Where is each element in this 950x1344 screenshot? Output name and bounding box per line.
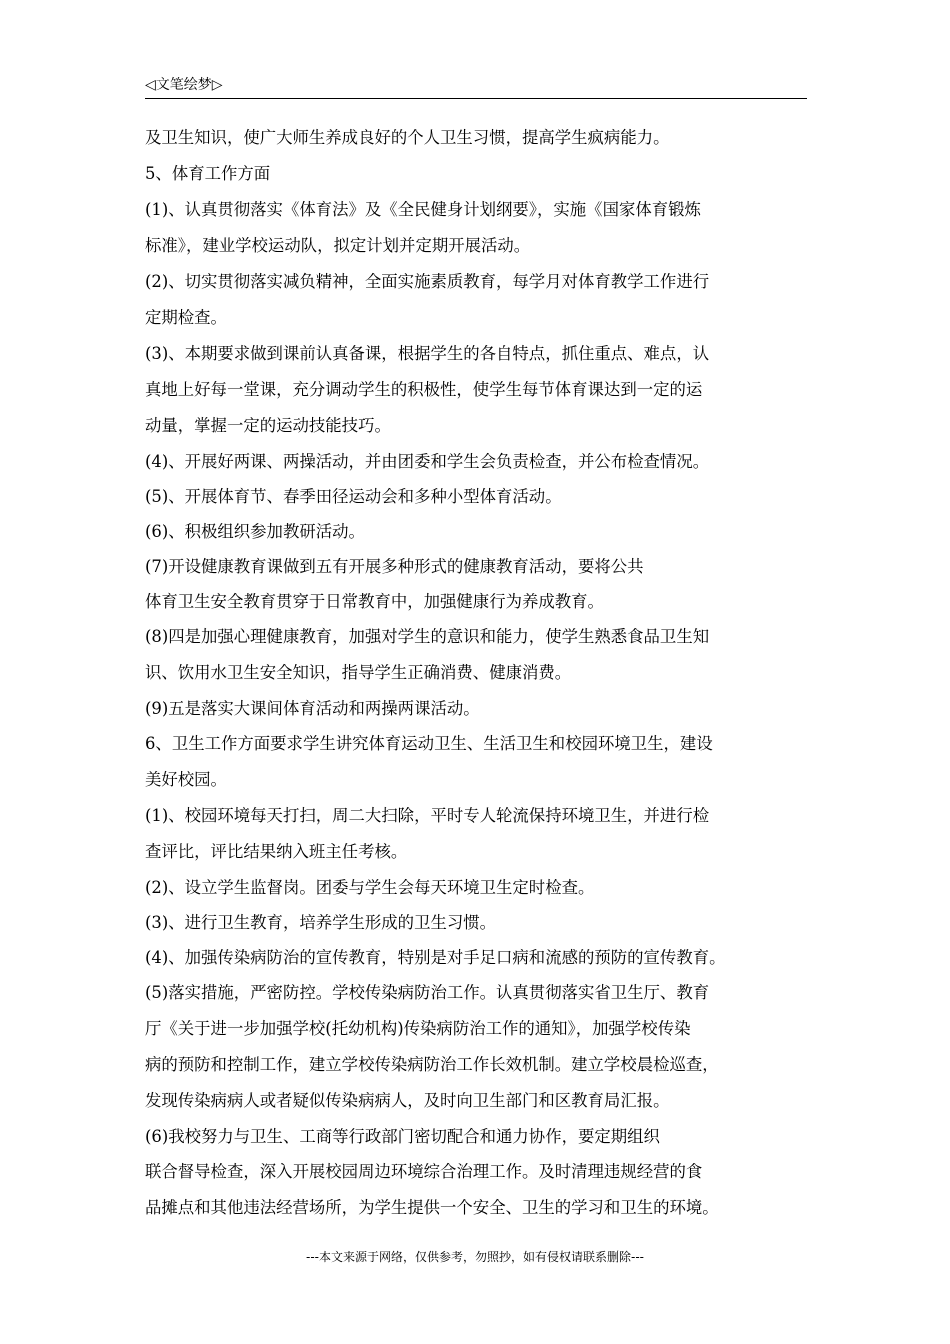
text-line: (4)、开展好两课、两操活动，并由团委和学生会负责检查，并公布检查情况。 — [145, 452, 710, 471]
text-line: (2)、切实贯彻落实减负精神，全面实施素质教育，每学月对体育教学工作进行 — [145, 272, 710, 291]
text-line: 品摊点和其他违法经营场所，为学生提供一个安全、卫生的学习和卫生的环境。 — [145, 1198, 719, 1217]
section-heading: 5、体育工作方面 — [145, 164, 271, 183]
text-line: 识、饮用水卫生安全知识，指导学生正确消费、健康消费。 — [145, 663, 572, 682]
page-footer-disclaimer: ---本文来源于网络，仅供参考，勿照抄，如有侵权请联系删除--- — [306, 1250, 644, 1264]
text-line: (8)四是加强心理健康教育，加强对学生的意识和能力，使学生熟悉食品卫生知 — [145, 627, 710, 646]
text-line: (1)、校园环境每天打扫，周二大扫除，平时专人轮流保持环境卫生，并进行检 — [145, 806, 710, 825]
text-line: 联合督导检查，深入开展校园周边环境综合治理工作。及时清理违规经营的食 — [145, 1162, 703, 1181]
text-line: 定期检查。 — [145, 308, 227, 327]
body-text — [145, 120, 825, 1226]
text-line: 标准》，建业学校运动队，拟定计划并定期开展活动。 — [145, 236, 531, 255]
text-line: (6)我校努力与卫生、工商等行政部门密切配合和通力协作，要定期组织 — [145, 1127, 660, 1146]
text-line: (3)、本期要求做到课前认真备课，根据学生的各自特点，抓住重点、难点，认 — [145, 344, 710, 363]
page-header — [145, 72, 807, 99]
text-line: 美好校园。 — [145, 770, 227, 789]
text-line: 发现传染病病人或者疑似传染病病人，及时向卫生部门和区教育局汇报。 — [145, 1091, 670, 1110]
text-line: 厅《关于进一步加强学校(托幼机构)传染病防治工作的通知》，加强学校传染 — [145, 1019, 691, 1038]
text-line: (6)、积极组织参加教研活动。 — [145, 522, 365, 541]
text-line: 体育卫生安全教育贯穿于日常教育中，加强健康行为养成教育。 — [145, 592, 604, 611]
text-line: 真地上好每一堂课，充分调动学生的积极性，使学生每节体育课达到一定的运 — [145, 380, 703, 399]
text-line: 病的预防和控制工作，建立学校传染病防治工作长效机制。建立学校晨检巡查， — [145, 1055, 719, 1074]
text-line: 及卫生知识，使广大师生养成良好的个人卫生习惯，提高学生疯病能力。 — [145, 128, 670, 147]
text-line: (4)、加强传染病防治的宣传教育，特别是对手足口病和流感的预防的宣传教育。 — [145, 948, 726, 967]
text-line: (2)、设立学生监督岗。团委与学生会每天环境卫生定时检查。 — [145, 878, 595, 897]
text-line: (5)落实措施，严密防控。学校传染病防治工作。认真贯彻落实省卫生厅、教育 — [145, 983, 710, 1002]
text-line: (5)、开展体育节、春季田径运动会和多种小型体育活动。 — [145, 487, 562, 506]
text-line: (1)、认真贯彻落实《体育法》及《全民健身计划纲要》，实施《国家体育锻炼 — [145, 200, 701, 219]
text-line: (9)五是落实大课间体育活动和两操两课活动。 — [145, 699, 480, 718]
text-line: (7)开设健康教育课做到五有开展多种形式的健康教育活动，要将公共 — [145, 557, 644, 576]
text-line: 查评比，评比结果纳入班主任考核。 — [145, 842, 408, 861]
section-heading: 6、卫生工作方面要求学生讲究体育运动卫生、生活卫生和校园环境卫生，建设 — [145, 734, 713, 753]
text-line: (3)、进行卫生教育，培养学生形成的卫生习惯。 — [145, 913, 497, 932]
header-title: ◁文笔绘梦▷ — [145, 77, 223, 93]
text-line: 动量，掌握一定的运动技能技巧。 — [145, 416, 391, 435]
